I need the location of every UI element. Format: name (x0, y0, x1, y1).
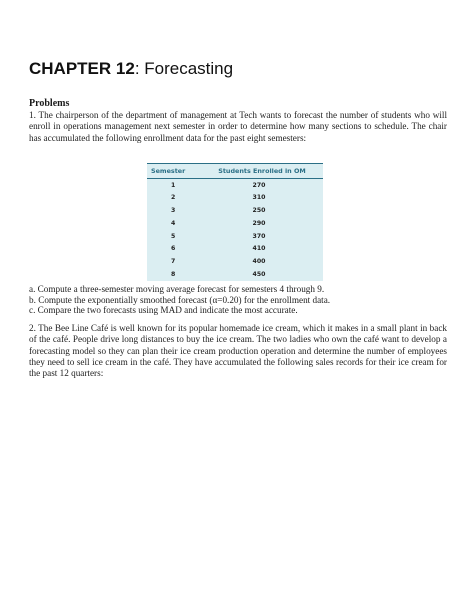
problem-1-text: 1. The chairperson of the department of management at Tech wants to forecast the number of students who will enroll in operations management next semester in order to determine how many sections to schedule. The chair has accumulated the following enrollment data for the past eight semesters: (29, 110, 447, 143)
table-row (147, 230, 323, 243)
enrolled-cell: 410 (252, 245, 266, 253)
enrolled-cell: 270 (252, 181, 266, 189)
question-b: b. Compute the exponentially smoothed forecast (α=0.20) for the enrollment data. (29, 294, 331, 305)
enrolled-cell: 250 (252, 207, 266, 215)
enrollment-table (147, 163, 323, 281)
semester-cell: 3 (171, 207, 176, 215)
enrolled-cell: 400 (252, 258, 266, 266)
table-row (147, 268, 323, 281)
header-semester: Semester (147, 164, 201, 179)
chapter-subtitle: : Forecasting (134, 59, 234, 78)
problem-2-text: 2. The Bee Line Café is well known for its popular homemade ice cream, which it makes in a small plant in back of the café. People drive long distances to buy the ice cream. The two ladies who own the café want to develop a forecasting model so they can plan their ice cream production operation and determine the number of employees they need to sell ice cream in the café. They have accumulated the following sales records for their ice cream for the past 12 quarters: (29, 323, 447, 379)
semester-cell: 2 (171, 194, 176, 202)
table-row (147, 243, 323, 256)
question-a: a. Compute a three-semester moving average forecast for semesters 4 through 9. (29, 284, 325, 294)
enrolled-cell: 370 (252, 232, 266, 240)
table-row (147, 192, 323, 205)
table-row (147, 255, 323, 268)
problem-1-questions (29, 284, 447, 316)
question-c: c. Compare the two forecasts using MAD and indicate the most accurate. (29, 305, 298, 316)
semester-cell: 5 (171, 232, 176, 240)
table-header-row (147, 164, 323, 179)
chapter-title (29, 58, 233, 80)
header-students-enrolled: Students Enrolled in OM (201, 164, 323, 179)
semester-cell: 1 (171, 181, 176, 189)
semester-cell: 8 (171, 270, 176, 278)
semester-cell: 4 (171, 219, 176, 227)
table-row (147, 217, 323, 230)
chapter-number: CHAPTER 12 (29, 59, 135, 78)
table-row (147, 179, 323, 192)
semester-cell: 6 (171, 245, 176, 253)
semester-cell: 7 (171, 258, 176, 266)
problems-heading: Problems (29, 98, 70, 109)
table-row (147, 205, 323, 218)
enrolled-cell: 290 (252, 219, 266, 227)
enrolled-cell: 310 (252, 194, 266, 202)
enrolled-cell: 450 (252, 270, 266, 278)
